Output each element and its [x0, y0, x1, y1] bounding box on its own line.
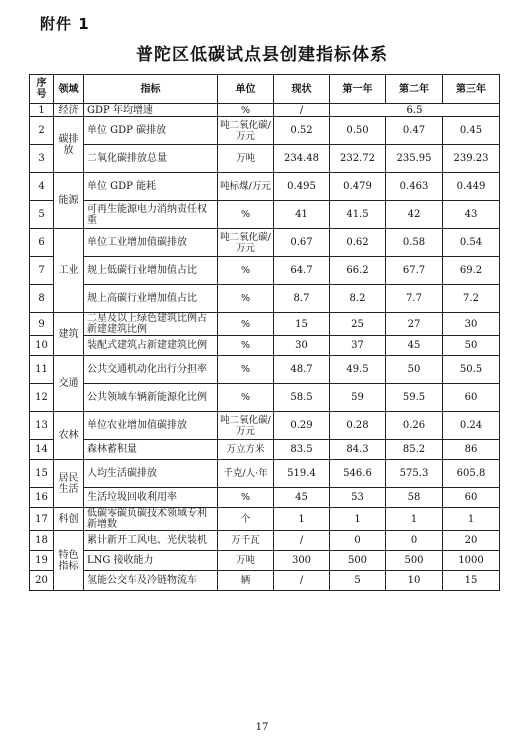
col-header: 指标 — [84, 75, 218, 104]
domain-cell: 能源 — [54, 173, 84, 229]
table-row — [30, 488, 500, 508]
year3-value: 7.2 — [443, 285, 500, 313]
year1-value: 0.479 — [330, 173, 386, 201]
table-row — [30, 531, 500, 551]
year1-value: 49.5 — [330, 356, 386, 384]
row-number: 5 — [30, 201, 54, 229]
year3-value: 0.24 — [443, 412, 500, 440]
year1-value: 232.72 — [330, 145, 386, 173]
row-number: 12 — [30, 384, 54, 412]
unit-cell: 吨标煤/万元 — [218, 173, 274, 201]
indicator-cell: 生活垃圾回收利用率 — [84, 488, 218, 508]
year1-value: 25 — [330, 313, 386, 336]
year2-value: 67.7 — [386, 257, 443, 285]
col-header: 领域 — [54, 75, 84, 104]
indicator-cell: 公共交通机动化出行分担率 — [84, 356, 218, 384]
row-number: 4 — [30, 173, 54, 201]
page-number: 17 — [255, 722, 269, 733]
current-value: 48.7 — [274, 356, 330, 384]
unit-cell: 辆 — [218, 571, 274, 591]
row-number: 16 — [30, 488, 54, 508]
unit-cell: 吨二氧化碳/万元 — [218, 117, 274, 145]
year1-value: 1 — [330, 508, 386, 531]
indicator-cell: 二星及以上绿色建筑比例占新建建筑比例 — [84, 313, 218, 336]
indicator-cell: 二氧化碳排放总量 — [84, 145, 218, 173]
year2-value: 58 — [386, 488, 443, 508]
current-value: 234.48 — [274, 145, 330, 173]
unit-cell: % — [218, 384, 274, 412]
document-title: 普陀区低碳试点县创建指标体系 — [136, 45, 388, 65]
row-number: 13 — [30, 412, 54, 440]
year1-value: 53 — [330, 488, 386, 508]
current-value: / — [274, 571, 330, 591]
year1-value: 66.2 — [330, 257, 386, 285]
unit-cell: 吨二氧化碳/万元 — [218, 412, 274, 440]
table-header-row — [30, 75, 500, 104]
current-value: 83.5 — [274, 440, 330, 460]
current-value: 519.4 — [274, 460, 330, 488]
indicator-cell: 单位 GDP 能耗 — [84, 173, 218, 201]
current-value: 0.29 — [274, 412, 330, 440]
year2-value: 7.7 — [386, 285, 443, 313]
domain-cell: 科创 — [54, 508, 84, 531]
year2-value: 59.5 — [386, 384, 443, 412]
current-value: 45 — [274, 488, 330, 508]
year2-value: 0.463 — [386, 173, 443, 201]
table-row — [30, 336, 500, 356]
year3-value: 43 — [443, 201, 500, 229]
unit-cell: 万吨 — [218, 145, 274, 173]
table-row — [30, 104, 500, 117]
unit-cell: 千克/人·年 — [218, 460, 274, 488]
indicator-cell: 人均生活碳排放 — [84, 460, 218, 488]
year1-value: 41.5 — [330, 201, 386, 229]
year1-value: 546.6 — [330, 460, 386, 488]
domain-cell: 交通 — [54, 356, 84, 412]
row-number: 2 — [30, 117, 54, 145]
year3-value: 50 — [443, 336, 500, 356]
row-number: 18 — [30, 531, 54, 551]
domain-cell: 工业 — [54, 229, 84, 313]
year1-value: 0 — [330, 531, 386, 551]
year2-value: 10 — [386, 571, 443, 591]
indicator-cell: 规上高碳行业增加值占比 — [84, 285, 218, 313]
col-header: 第一年 — [330, 75, 386, 104]
year3-value: 86 — [443, 440, 500, 460]
domain-cell: 碳排放 — [54, 117, 84, 173]
attachment-label: 附件 1 — [40, 15, 90, 33]
indicator-cell: 单位工业增加值碳排放 — [84, 229, 218, 257]
domain-cell: 农林 — [54, 412, 84, 460]
row-number: 14 — [30, 440, 54, 460]
indicator-cell: 单位农业增加值碳排放 — [84, 412, 218, 440]
year1-value: 8.2 — [330, 285, 386, 313]
year2-value: 0.26 — [386, 412, 443, 440]
unit-cell: % — [218, 488, 274, 508]
year3-value: 20 — [443, 531, 500, 551]
indicator-cell: 低碳零碳负碳技术领域专利新增数 — [84, 508, 218, 531]
row-number: 3 — [30, 145, 54, 173]
current-value: 64.7 — [274, 257, 330, 285]
indicator-cell: 规上低碳行业增加值占比 — [84, 257, 218, 285]
col-header: 第二年 — [386, 75, 443, 104]
current-value: 1 — [274, 508, 330, 531]
indicator-cell: 单位 GDP 碳排放 — [84, 117, 218, 145]
unit-cell: % — [218, 104, 274, 117]
unit-cell: % — [218, 336, 274, 356]
unit-cell: 万吨 — [218, 551, 274, 571]
current-value: / — [274, 104, 330, 117]
current-value: 0.52 — [274, 117, 330, 145]
domain-cell: 建筑 — [54, 313, 84, 356]
current-value: / — [274, 531, 330, 551]
year3-value: 1 — [443, 508, 500, 531]
year2-value: 50 — [386, 356, 443, 384]
year2-value: 42 — [386, 201, 443, 229]
current-value: 30 — [274, 336, 330, 356]
table-row — [30, 356, 500, 384]
table-row — [30, 285, 500, 313]
table-row — [30, 201, 500, 229]
col-header: 现状 — [274, 75, 330, 104]
current-value: 8.7 — [274, 285, 330, 313]
year1-value: 0.62 — [330, 229, 386, 257]
year3-value: 239.23 — [443, 145, 500, 173]
indicator-cell: 可再生能源电力消纳责任权重 — [84, 201, 218, 229]
year1-value: 59 — [330, 384, 386, 412]
table-row — [30, 460, 500, 488]
year2-value: 85.2 — [386, 440, 443, 460]
year3-value: 60 — [443, 384, 500, 412]
table-row — [30, 257, 500, 285]
row-number: 10 — [30, 336, 54, 356]
year3-value: 0.449 — [443, 173, 500, 201]
row-number: 17 — [30, 508, 54, 531]
row-number: 19 — [30, 551, 54, 571]
current-value: 15 — [274, 313, 330, 336]
table-row — [30, 384, 500, 412]
year2-value: 1 — [386, 508, 443, 531]
year2-value: 27 — [386, 313, 443, 336]
year1-value: 37 — [330, 336, 386, 356]
row-number: 11 — [30, 356, 54, 384]
year1-value: 5 — [330, 571, 386, 591]
unit-cell: % — [218, 257, 274, 285]
year3-value: 50.5 — [443, 356, 500, 384]
unit-cell: 个 — [218, 508, 274, 531]
indicator-cell: 累计新开工风电、光伏装机 — [84, 531, 218, 551]
row-number: 8 — [30, 285, 54, 313]
unit-cell: % — [218, 285, 274, 313]
table-row — [30, 551, 500, 571]
unit-cell: % — [218, 313, 274, 336]
col-header: 第三年 — [443, 75, 500, 104]
row-number: 15 — [30, 460, 54, 488]
indicator-cell: 装配式建筑占新建建筑比例 — [84, 336, 218, 356]
year2-value: 500 — [386, 551, 443, 571]
table-row — [30, 440, 500, 460]
unit-cell: 万立方米 — [218, 440, 274, 460]
row-number: 20 — [30, 571, 54, 591]
target-value-merged: 6.5 — [330, 104, 500, 117]
year3-value: 15 — [443, 571, 500, 591]
year1-value: 0.28 — [330, 412, 386, 440]
col-header: 序号 — [30, 75, 54, 104]
year3-value: 0.45 — [443, 117, 500, 145]
year3-value: 30 — [443, 313, 500, 336]
year2-value: 45 — [386, 336, 443, 356]
year3-value: 1000 — [443, 551, 500, 571]
table-row — [30, 508, 500, 531]
unit-cell: 万千瓦 — [218, 531, 274, 551]
row-number: 9 — [30, 313, 54, 336]
indicator-cell: GDP 年均增速 — [84, 104, 218, 117]
unit-cell: 吨二氧化碳/万元 — [218, 229, 274, 257]
domain-cell: 特色指标 — [54, 531, 84, 591]
current-value: 0.495 — [274, 173, 330, 201]
table-body — [30, 104, 500, 591]
year2-value: 0.58 — [386, 229, 443, 257]
indicator-cell: 公共领域车辆新能源化比例 — [84, 384, 218, 412]
table-row — [30, 412, 500, 440]
year3-value: 605.8 — [443, 460, 500, 488]
current-value: 41 — [274, 201, 330, 229]
year2-value: 575.3 — [386, 460, 443, 488]
current-value: 0.67 — [274, 229, 330, 257]
unit-cell: % — [218, 201, 274, 229]
current-value: 300 — [274, 551, 330, 571]
year1-value: 0.50 — [330, 117, 386, 145]
year3-value: 0.54 — [443, 229, 500, 257]
col-header: 单位 — [218, 75, 274, 104]
table-row — [30, 117, 500, 145]
row-number: 6 — [30, 229, 54, 257]
year2-value: 0.47 — [386, 117, 443, 145]
year2-value: 235.95 — [386, 145, 443, 173]
indicator-cell: 氢能公交车及冷链物流车 — [84, 571, 218, 591]
year1-value: 500 — [330, 551, 386, 571]
year3-value: 69.2 — [443, 257, 500, 285]
indicator-cell: LNG 接收能力 — [84, 551, 218, 571]
domain-cell: 经济 — [54, 104, 84, 117]
row-number: 7 — [30, 257, 54, 285]
domain-cell: 居民生活 — [54, 460, 84, 508]
indicator-table — [29, 74, 500, 591]
table-row — [30, 571, 500, 591]
table-row — [30, 145, 500, 173]
row-number: 1 — [30, 104, 54, 117]
year1-value: 84.3 — [330, 440, 386, 460]
table-row — [30, 313, 500, 336]
unit-cell: % — [218, 356, 274, 384]
year2-value: 0 — [386, 531, 443, 551]
indicator-cell: 森林蓄积量 — [84, 440, 218, 460]
current-value: 58.5 — [274, 384, 330, 412]
year3-value: 60 — [443, 488, 500, 508]
table-row — [30, 173, 500, 201]
table-row — [30, 229, 500, 257]
